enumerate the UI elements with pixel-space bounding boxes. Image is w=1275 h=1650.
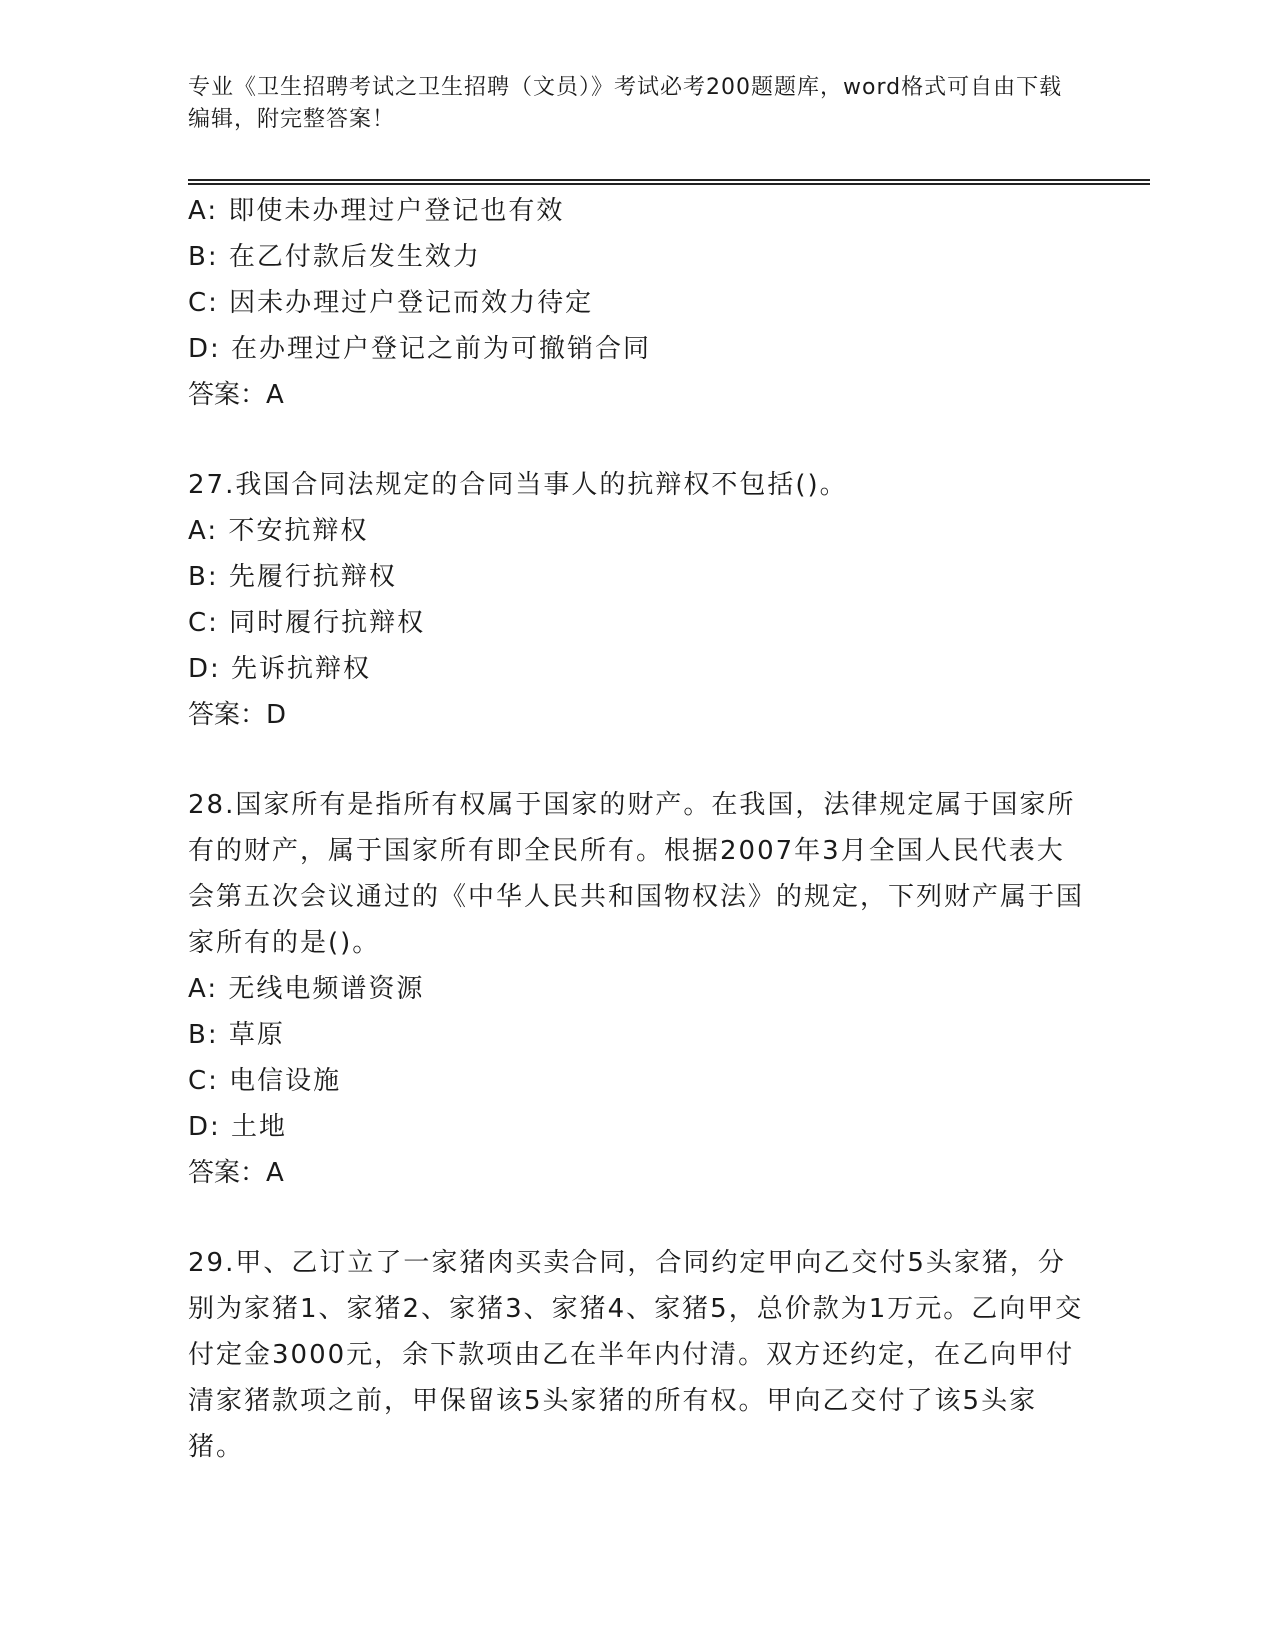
option-c: C: 因未办理过户登记而效力待定 [188,288,594,318]
option-c: C: 电信设施 [188,1066,342,1096]
question-28 [188,782,1088,1196]
option-d: D: 先诉抗辩权 [188,654,372,684]
question-text: 27.我国合同法规定的合同当事人的抗辩权不包括()。 [188,470,848,500]
question-text: 28.国家所有是指所有权属于国家的财产。在我国，法律规定属于国家所有的财产，属于国家所有即全民所有。根据2007年3月全国人民代表大会第五次会议通过的《中华人民共和国物权法》的规定，下列财产属于国家所有的是()。 [188,790,1085,958]
option-c: C: 同时履行抗辩权 [188,608,426,638]
option-b: B: 在乙付款后发生效力 [188,242,481,272]
option-d: D: 土地 [188,1112,288,1142]
option-d: D: 在办理过户登记之前为可撤销合同 [188,334,652,364]
spacer [188,738,1088,782]
question-continuation [188,188,1088,418]
question-text: 29.甲、乙订立了一家猪肉买卖合同，合同约定甲向乙交付5头家猪，分别为家猪1、家猪2、家猪3、家猪4、家猪5，总价款为1万元。乙向甲交付定金3000元，余下款项由乙在半年内付清。双方还约定，在乙向甲付清家猪款项之前，甲保留该5头家猪的所有权。甲向乙交付了该5头家猪。 [188,1248,1084,1462]
option-a: A: 不安抗辩权 [188,516,369,546]
header-divider-top [188,179,1150,181]
page-header: 专业《卫生招聘考试之卫生招聘（文员）》考试必考200题题库，word格式可自由下载编辑，附完整答案！ [188,75,1063,132]
spacer [188,1196,1088,1240]
document-body [188,188,1088,1470]
answer-line: 答案：A [188,1158,284,1188]
answer-line: 答案：D [188,700,287,730]
question-29 [188,1240,1088,1470]
option-b: B: 先履行抗辩权 [188,562,397,592]
option-a: A: 无线电频谱资源 [188,974,425,1004]
header-divider-bottom [188,183,1150,185]
option-b: B: 草原 [188,1020,285,1050]
spacer [188,418,1088,462]
answer-line: 答案：A [188,380,284,410]
question-27 [188,462,1088,738]
option-a: A: 即使未办理过户登记也有效 [188,196,565,226]
